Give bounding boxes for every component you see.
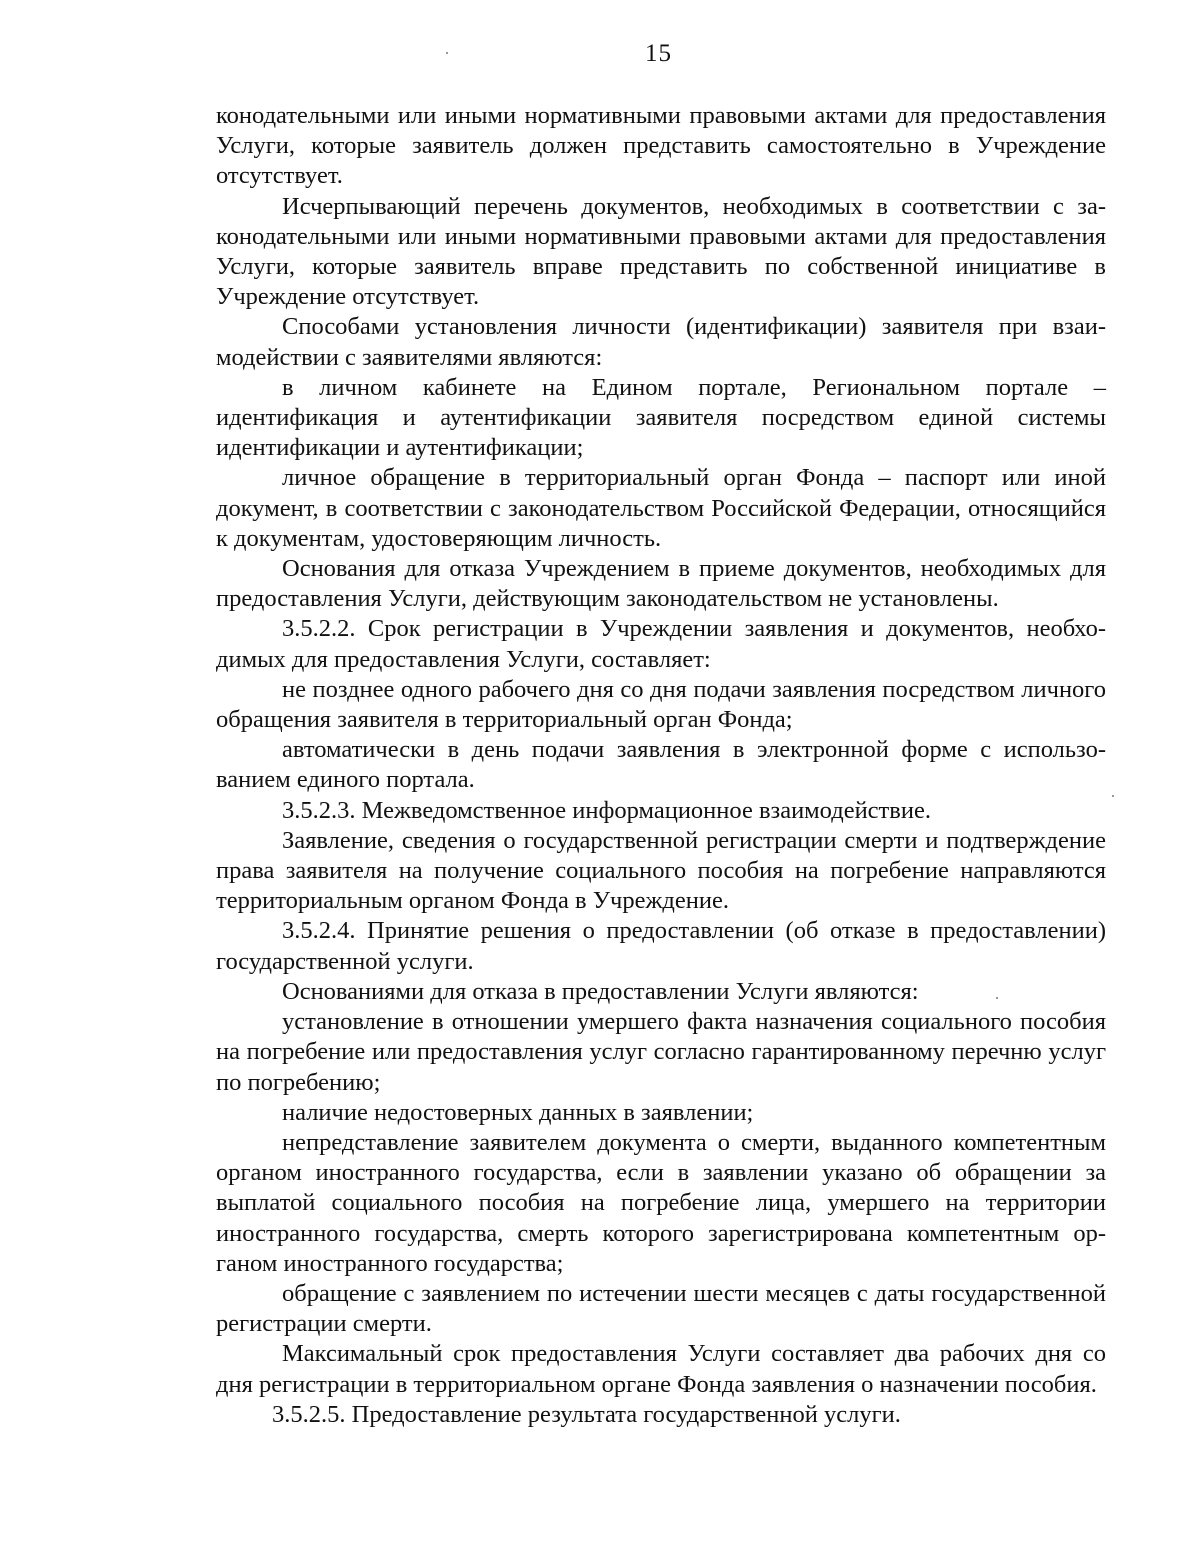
paragraph: 3.5.2.5. Предоставление результата государственной услуги. xyxy=(272,1400,901,1428)
paragraph: наличие недостоверных данных в заявлении; xyxy=(282,1098,754,1126)
paragraph: непредставление заявителем документа о смерти, выданного компетентным органом иностранного государства, если в заявлении указано об обращении за выплатой социального пособия на погребение лица, умершего на территории иностранного государства, смерть которого зарегистрирована компетентным органом иностранного государства; xyxy=(216,1128,1106,1277)
paragraph: Основания для отказа Учреждением в приеме документов, необходимых для предоставления Услуги, действующим законодательством не установлены. xyxy=(216,555,1106,613)
paragraph: Максимальный срок предоставления Услуги составляет два рабочих дня со дня регистрации в территориальном органе Фонда заявления о назначении пособия. xyxy=(216,1340,1106,1398)
paragraph: обращение с заявлением по истечении шести месяцев с даты государственной регистрации смерти. xyxy=(216,1279,1106,1338)
paragraph: в личном кабинете на Едином портале, Региональном портале – идентификация и аутентификации заявителя посредством единой системы идентификации и аутентификации; xyxy=(216,373,1106,462)
paragraph: не позднее одного рабочего дня со дня подачи заявления посредством личного обращения заявителя в территориальный орган Фонда; xyxy=(216,675,1106,734)
page-number: 15 xyxy=(645,40,672,67)
paragraph: установление в отношении умершего факта назначения социального пособия на погребение или предоставления услуг согласно гарантированному перечню услуг по погребению; xyxy=(216,1008,1106,1096)
paragraph: Способами установления личности (идентификации) заявителя при взаимодействии с заявителями являются: xyxy=(216,313,1106,371)
body-text xyxy=(216,101,1106,1430)
paragraph: Заявление, сведения о государственной регистрации смерти и подтверждение права заявителя на получение социального пособия на погребение направляются территориальным органом Фонда в Учреждение. xyxy=(216,826,1106,915)
paragraph: личное обращение в территориальный орган Фонда – паспорт или иной документ, в соответствии с законодательством Российской Федерации, относящийся к документам, удостоверяющим личность. xyxy=(216,464,1106,552)
scan-speck xyxy=(1112,795,1114,797)
paragraph: Основаниями для отказа в предоставлении Услуги являются: xyxy=(282,977,919,1005)
paragraph: автоматически в день подачи заявления в электронной форме с использованием единого портала. xyxy=(216,736,1106,794)
paragraph: 3.5.2.4. Принятие решения о предоставлении (об отказе в предоставлении) государственной услуги. xyxy=(216,917,1106,975)
paragraph: 3.5.2.2. Срок регистрации в Учреждении заявления и документов, необходимых для предоставления Услуги, составляет: xyxy=(216,615,1106,673)
paragraph: конодательными или иными нормативными правовыми актами для предоставления Услуги, которые заявитель должен представить самостоятельно в Учреждение отсутствует. xyxy=(216,102,1106,190)
paragraph: 3.5.2.3. Межведомственное информационное взаимодействие. xyxy=(282,796,931,824)
paragraph: Исчерпывающий перечень документов, необходимых в соответствии с законодательными или иными нормативными правовыми актами для предоставления Услуги, которые заявитель вправе представить по собственной инициативе в Учреждение отсутствует. xyxy=(216,192,1106,311)
